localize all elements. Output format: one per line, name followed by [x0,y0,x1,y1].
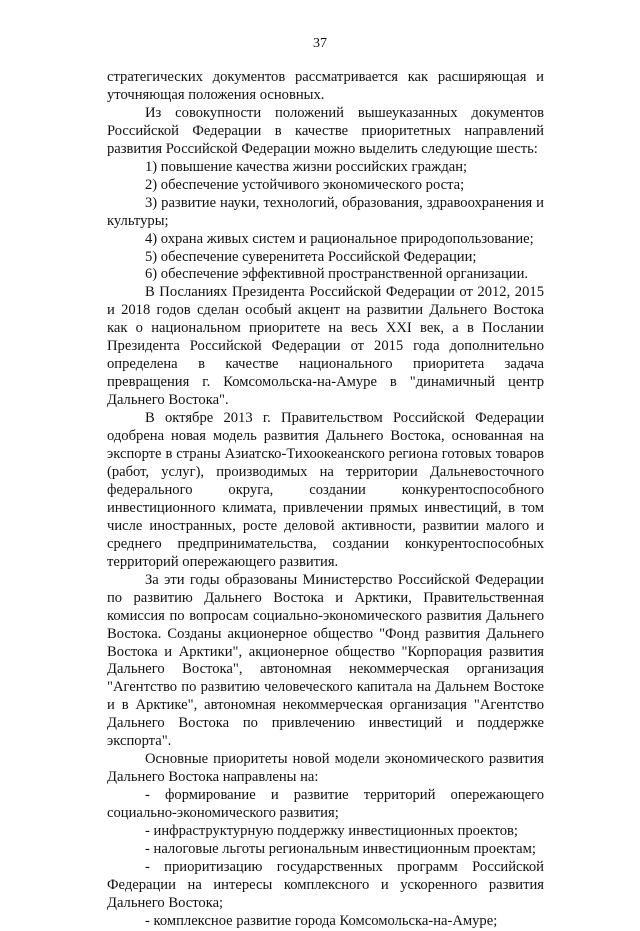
paragraph: В Посланиях Президента Российской Федерации от 2012, 2015 и 2018 годов сделан особый акцент на развитии Дальнего Востока как о национальном приоритете на весь XXI век, а в Послании Президента Российской Федерации от 2015 года дополнительно определена в качестве национального приоритета задача превращения г. Комсомольска-на-Амуре в "динамичный центр Дальнего Востока". [107,284,544,409]
list-item: - налоговые льготы региональным инвестиционным проектам; [145,840,536,857]
paragraph: Из совокупности положений вышеуказанных документов Российской Федерации в качестве приоритетных направлений развития Российской Федерации можно выделить следующие шесть: [107,104,544,157]
list-item: 1) повышение качества жизни российских граждан; [145,158,468,175]
list-item: - приоритизацию государственных программ Российской Федерации на интересы комплексного и ускоренного развития Дальнего Востока; [107,858,544,911]
list-item: - комплексное развитие города Комсомольска-на-Амуре; [145,912,498,929]
list-item: - инфраструктурную поддержку инвестиционных проектов; [145,823,518,840]
list-item: 4) охрана живых систем и рациональное природопользование; [145,230,534,247]
paragraph: В октябре 2013 г. Правительством Российской Федерации одобрена новая модель развития Дальнего Востока, основанная на экспорте в страны Азиатско-Тихоокеанского региона готовых товаров (работ, услуг), производимых на территории Дальневосточного федерального округа, создании конкурентоспособного инвестиционного климата, привлечении прямых инвестиций, в том числе иностранных, росте деловой активности, развитии малого и среднего предпринимательства, создании конкурентоспособных территорий опережающего развития. [107,410,544,570]
list-item: - формирование и развитие территорий опережающего социально-экономического развития; [107,787,544,822]
list-item: 2) обеспечение устойчивого экономического роста; [145,176,465,193]
page-number: 37 [313,36,327,51]
paragraph: За эти годы образованы Министерство Российской Федерации по развитию Дальнего Востока и Арктики, Правительственная комиссия по вопросам социально-экономического развития Дальнего Востока. Созданы акционерное общество "Фонд развития Дальнего Востока и Арктики", акционерное общество "Корпорация развития Дальнего Востока", автономная некоммерческая организация "Агентство по развитию человеческого капитала на Дальнем Востоке и в Арктике", автономная некоммерческая организация "Агентство Дальнего Востока по привлечению инвестиций и поддержке экспорта". [107,571,544,750]
paragraph: стратегических документов рассматривается как расширяющая и уточняющая положения основных. [107,69,544,103]
paragraph: Основные приоритеты новой модели экономического развития Дальнего Востока направлены на: [107,751,544,786]
list-item: 3) развитие науки, технологий, образования, здравоохранения и культуры; [107,194,544,229]
document-body [107,69,544,931]
list-item: 6) обеспечение эффективной пространственной организации. [145,266,529,283]
list-item: 5) обеспечение суверенитета Российской Федерации; [145,248,477,265]
